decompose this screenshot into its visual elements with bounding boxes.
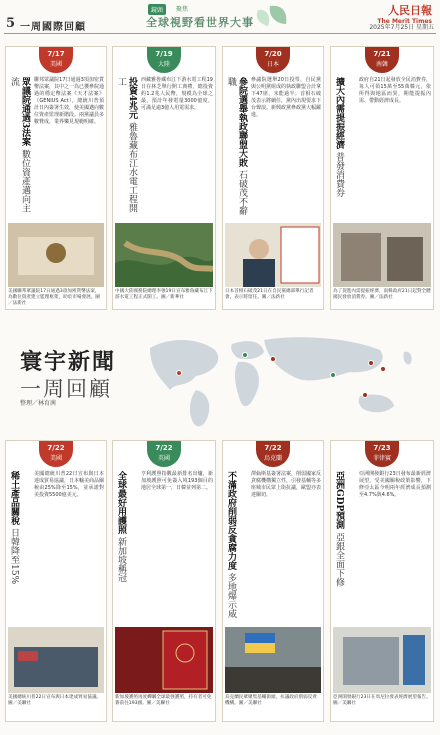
card-headline xyxy=(8,471,19,621)
banner-text: 全球視野看世界大事 xyxy=(146,16,254,29)
badge-place: 英國 xyxy=(157,455,170,462)
card-photo xyxy=(115,627,213,693)
headline-sub: 新加坡稱冠 xyxy=(116,537,126,583)
card-photo xyxy=(225,627,321,693)
badge-date: 7/23 xyxy=(373,444,391,452)
card-headline xyxy=(333,77,344,217)
photo-caption: 亞洲開發銀行23日在馬尼拉發表經濟展望報告。圖／美聯社 xyxy=(333,695,431,706)
headline-sub: 雅魯藏布江水電工程開工 xyxy=(116,77,137,213)
card-body: 亨利護照指數最新排名出爐，新加坡護照可免簽入境193個目的地居全球第一，日韓並列第二。 xyxy=(141,471,213,491)
header-banner xyxy=(140,2,290,32)
page-header xyxy=(0,0,440,34)
date-badge xyxy=(256,441,290,467)
date-badge xyxy=(147,441,181,467)
photo-caption: 烏克蘭民眾聚集基輔街頭，抗議政府削弱反貪機構。圖／美聯社 xyxy=(225,695,317,706)
news-card-usa-crypto xyxy=(5,46,107,310)
date-badge xyxy=(365,47,399,73)
card-photo xyxy=(333,223,431,287)
card-headline xyxy=(225,77,247,217)
date-badge xyxy=(147,47,181,73)
news-card-philippines-adb xyxy=(330,440,434,722)
news-card-korea-vouchers xyxy=(330,46,434,310)
photo-caption: 新加坡護照再度蟬聯全球最強護照，持有者可免簽前往193國。圖／美聯社 xyxy=(115,695,212,706)
banner-tag: 鏡頭 xyxy=(148,4,166,15)
news-card-usa-tariff xyxy=(5,440,107,722)
news-card-ukraine-protest xyxy=(222,440,324,722)
photo-caption: 為了促進內需提振經濟，南韓政府21日起對全體國民發放消費券。圖／法新社 xyxy=(333,289,431,300)
badge-place: 南韓 xyxy=(375,61,388,68)
headline-main: 投資4兆元 xyxy=(127,77,137,120)
headline-main: 亞洲GDP預測 xyxy=(334,471,344,530)
map-marker-korea xyxy=(368,360,374,366)
headline-sub: 普發消費券 xyxy=(334,152,344,198)
map-marker-usa xyxy=(176,370,182,376)
photo-caption: 美國總統川普22日宣布與日本達成貿易協議。圖／美聯社 xyxy=(8,695,102,706)
headline-sub: 數位資產邁向主流 xyxy=(9,77,30,213)
card-headline xyxy=(115,471,126,621)
date-badge xyxy=(39,47,73,73)
main-subtitle: 一周回顧 xyxy=(20,377,112,401)
badge-place: 烏克蘭 xyxy=(263,455,282,462)
badge-place: 美國 xyxy=(49,61,62,68)
date-badge xyxy=(39,441,73,467)
map-marker-china xyxy=(330,372,336,378)
photo-caption: 中國大陸國務院總理李強19日宣布雅魯藏布江下游水電工程正式開工。圖／新華社 xyxy=(115,289,213,300)
card-photo xyxy=(8,627,104,693)
card-photo xyxy=(333,627,431,693)
logo-chinese: 人民日報 xyxy=(388,4,432,17)
headline-main: 擴大內需提振經濟 xyxy=(334,77,344,149)
card-body: 參議院選舉20日投票，自民黨與公明黨組成的執政聯盟合計拿下47席，未能過半；首相石破茂表示將續任，黨內出現要求下台聲浪。新興政黨參政黨大幅躍進。 xyxy=(251,77,322,118)
news-card-japan-election xyxy=(222,46,324,310)
headline-sub: 石破茂不辭職 xyxy=(226,77,247,216)
badge-date: 7/19 xyxy=(155,50,173,58)
headline-main: 參院選舉執政聯盟大敗 xyxy=(237,77,247,167)
headline-main: 眾議院通過3法案 xyxy=(20,77,30,147)
card-body: 美國總統川普22日宣布與日本達成貿易協議，日本輸美商品關稅由25%降至15%，並承諾對美投資5500億美元。 xyxy=(34,471,105,498)
issue-date: 2025年7月25日 星期五 xyxy=(369,24,434,31)
card-headline xyxy=(8,77,30,217)
photo-caption: 日本首相石破茂21日在自民黨總部舉行記者會，表示將留任。圖／法新社 xyxy=(225,289,314,300)
badge-date: 7/21 xyxy=(373,50,391,58)
card-body: 西藏雅魯藏布江下游水電工程19日在林芝舉行開工典禮，總投資約1.2兆人民幣，規模為全球之最，預計年發電量3000億度，可滿足逾3億人用電需求。 xyxy=(141,77,213,111)
card-headline xyxy=(115,77,137,217)
photo-caption: 美國聯邦眾議院17日通過3項加密貨幣法案，為數位資產建立監理框架，助於市場發展。圖／法新社 xyxy=(8,289,100,306)
date-badge xyxy=(256,47,290,73)
page-number: 5 xyxy=(6,16,16,31)
headline-main: 不滿政府削弱反貪腐力度 xyxy=(226,471,236,570)
byline: 整理／林育茜 xyxy=(20,400,57,407)
headline-sub: 日韓降至15% xyxy=(9,528,19,585)
date-badge xyxy=(365,441,399,467)
card-photo xyxy=(8,223,104,287)
badge-date: 7/20 xyxy=(264,50,282,58)
headline-sub: 亞銀全面下修 xyxy=(334,532,344,587)
main-title: 寰宇新聞 xyxy=(20,349,117,375)
card-body: 亞洲開發銀行23日發布最新經濟展望，受美國關稅政策影響，下修亞太區今明兩年經濟成長預測至4.7%與4.6%。 xyxy=(359,471,431,498)
card-body: 政府自21日起發放全民消費券，每人可領15萬至55萬韓元，依所得與地區而異，期能提振內需、帶動經濟成長。 xyxy=(359,77,431,104)
headline-sub: 多地爆示威 xyxy=(226,573,236,619)
card-photo xyxy=(225,223,321,287)
news-card-china-hydropower xyxy=(112,46,216,310)
badge-date: 7/22 xyxy=(155,444,173,452)
badge-date: 7/17 xyxy=(47,50,65,58)
headline-main: 稀土產品關稅 xyxy=(9,471,19,525)
card-photo xyxy=(115,223,213,287)
headline-main: 全球最好用護照 xyxy=(116,471,126,534)
card-body: 聯邦眾議院17日通過3項加密貨幣法案，其中之一為已獲參院通過的穩定幣法案《天才法案》（GENIUS Act），總統川普預計日內簽署生效，使美國邁向數位資產監理新階段。兩黨議員多數贊成，業界樂見規範明確。 xyxy=(34,77,105,125)
map-marker-ukraine xyxy=(270,356,276,362)
header-rule xyxy=(4,33,436,34)
badge-place: 日本 xyxy=(266,61,279,68)
map-marker-philippines xyxy=(362,392,368,398)
badge-date: 7/22 xyxy=(47,444,65,452)
badge-place: 美國 xyxy=(49,455,62,462)
card-headline xyxy=(225,471,236,621)
banner-tag-2: 聚焦 xyxy=(176,6,189,13)
logo-english: The Merit Times xyxy=(377,18,432,25)
badge-place: 大陸 xyxy=(157,61,170,68)
news-card-uk-passport xyxy=(112,440,216,722)
map-marker-uk xyxy=(242,352,248,358)
badge-date: 7/22 xyxy=(264,444,282,452)
map-marker-japan xyxy=(380,366,386,372)
badge-place: 菲律賓 xyxy=(372,455,391,462)
card-body: 澤倫斯基簽署法案，削弱國家反貪腐機構獨立性，引發基輔等多座城市民眾上街抗議，歐盟亦表達關切。 xyxy=(251,471,322,498)
card-headline xyxy=(333,471,344,621)
section-title: 一周國際回顧 xyxy=(20,22,86,33)
